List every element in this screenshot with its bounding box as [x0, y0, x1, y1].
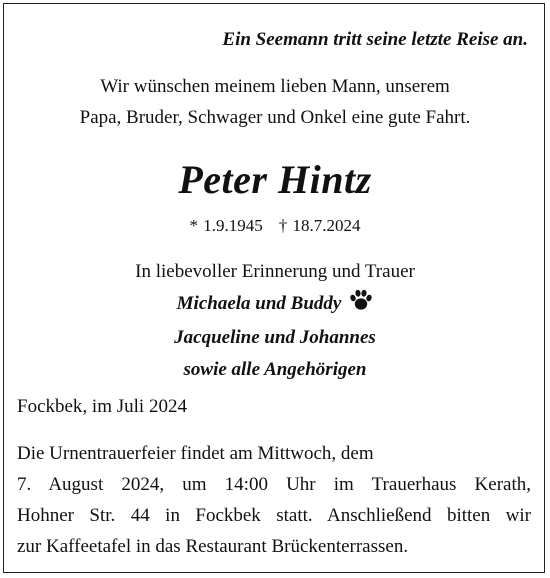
paw-print-icon: [349, 289, 373, 315]
signature-name: Michaela und Buddy: [176, 293, 342, 314]
intro-line-2: Papa, Bruder, Schwager und Onkel eine gute Fahrt.: [79, 107, 471, 128]
mourning-line: In liebevoller Erinnerung und Trauer: [135, 261, 415, 282]
funeral-line: 7. August 2024, um 14:00 Uhr im Trauerhaus Kerath,: [17, 474, 531, 495]
deceased-name: Peter Hintz: [178, 157, 372, 202]
funeral-info: [17, 438, 531, 562]
intro-line-1: Wir wünschen meinem lieben Mann, unserem: [100, 76, 450, 97]
life-dates: [0, 217, 550, 234]
birth-date: * 1.9.1945: [189, 216, 263, 235]
funeral-line: zur Kaffeetafel in das Restaurant Brückenterrassen.: [17, 536, 409, 557]
signature-line-3: sowie alle Angehörigen: [183, 359, 367, 380]
motto: Ein Seemann tritt seine letzte Reise an.: [222, 29, 528, 50]
death-date: † 18.7.2024: [278, 216, 361, 235]
place-and-date: Fockbek, im Juli 2024: [17, 396, 187, 417]
funeral-line: Hohner Str. 44 in Fockbek statt. Anschließend bitten wir: [17, 505, 531, 526]
signature-line-2: Jacqueline und Johannes: [174, 327, 376, 348]
signature-line-1: [0, 294, 550, 315]
funeral-line: Die Urnentrauerfeier findet am Mittwoch, dem: [17, 443, 374, 464]
